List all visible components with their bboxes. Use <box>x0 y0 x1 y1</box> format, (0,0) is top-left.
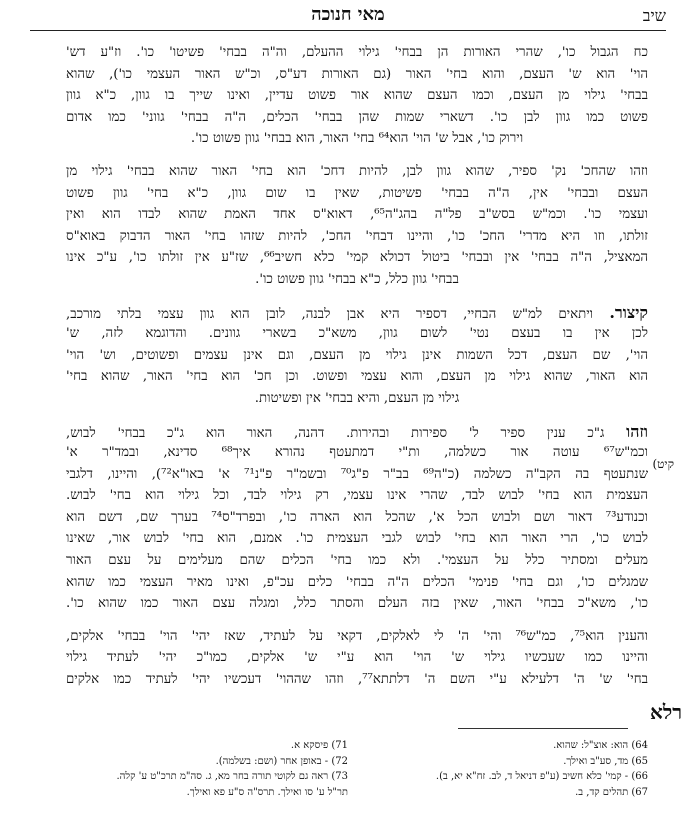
text-line: מעלים ומסתיר כלל על העצמי'. ולא כמו בחי' הכלים שהם מעלימים על עצם האור <box>66 553 648 569</box>
text-line: וכמ"ש⁶⁷ עוטה אור כשלמה, ות"י דמתעטף נהורא איך⁶⁸ סדינא, ובמד"ר א' <box>66 445 648 461</box>
paragraph-5 <box>66 626 648 691</box>
text-line: גילוי מן העצם, והיא בבחי' אין ופשיטות. <box>254 390 460 406</box>
margin-note: קיט) <box>652 457 674 471</box>
text-line: כח הגבול כו', שהרי האורות הן בבחי' גילוי ההעלם, וה"ה בבחי' פשיטו' כו'. וז"ע דש' <box>66 45 648 60</box>
text-line: בחי' ש' ה' דלעילא ע"י השם ה' דלתתא⁷⁷, וזהו שההוי' דעכשיו יהי' לעתיד כמו אלקים <box>66 672 648 688</box>
text-line: העצם ובבחי' אין, ה"ה בבחי' פשיטות, שאין בו שום גוון, כ"א בחי' גוון פשוט <box>66 185 648 201</box>
text-line: והיינו כמו שעכשיו גילוי ש' הוי' הוא ע"י ש' אלקים, כמו"כ יהי' לעתיד גילוי <box>66 650 648 666</box>
footnotes-right-column <box>360 738 648 800</box>
text-line: כו', משא"כ בבחי' האור, שאין בזה העלם והסתר כלל, ומגלה עצם האור כמו שהוא כו'. <box>66 596 648 612</box>
text-line: שנתעטף בה הקב"ה כשלמה (כ"ה⁶⁹ בב"ר פ"ג⁷⁰ ובשמ"ר פ"נ⁷¹ א' באו"א⁷²), והיינו, דלגבי <box>66 466 648 482</box>
lead-word: וזהו <box>626 421 648 441</box>
text-line: המאציל, ה"ה בבחי' אין ובבחי' ביטול דכולא קמי' כלא חשיב⁶⁶, שז"ע אין זולתו כו', ע"כ אינו <box>66 250 648 266</box>
footnote: 72) - באופן אחר (ושם: בשלמה). <box>215 755 348 767</box>
footnote: 65) מד, סע"ב ואילך. <box>563 755 648 767</box>
text-run: ויתאים למ"ש הבחיי, דספיר היא אבן לבנה, לובן הוא גוון עצמי בלתי מורכב, <box>66 306 610 322</box>
footnote: 67) תהלים קד, ב. <box>575 786 648 798</box>
footnote: 73) ראה גם לקוטי תורה בחר מא, ג. סה"מ תרכ"ט ע' קלה. <box>116 771 348 782</box>
text-line <box>66 302 648 324</box>
text-line: זולתו, וזו היא מדרי' החכ' כו', והיינו דבחי' החכ', להיות שזהו בחי' האור הדבוק באוא"ס <box>66 228 648 244</box>
page-title: מאי חנוכה <box>311 4 385 25</box>
text-line: וירוק כו', אבל ש' הוי' הוא⁶⁴ בחי' האור, הוא בבחי' גוון פשוט כו'. <box>190 131 524 147</box>
text-line: הוי' הוא ש' העצם, והוא בחי' האור (גם האורות דע"ס, וכ"ש האור העצמי כו'), שהוא <box>66 66 648 82</box>
text-line: הוי', שם העצם, דכל השמות אינן גילוי מן העצם, וגם אינן עצמים ופשוטים, וש' הוי' <box>66 347 648 363</box>
text-line: בבחי' גוון כלל, כ"א בבחי' גוון פשוט כו'. <box>255 271 459 287</box>
text-line: ועצמי כו'. וכמ"ש בסש"ב פל"ה בהג"ה⁶⁵, דאוא"ס אחד האמת שהוא לבדו הוא ואין <box>66 207 648 223</box>
text-line: לכן אין בו בעצם נטי' לשום גוון, משא"כ בשארי גוונים. והדוגמא לזה, ש' <box>66 326 648 342</box>
text-line: שמגלים כו', וגם בחי' פנימי' הכלים ה"ה בבחי' כלים עכ"פ, ואינו מאיר העצמי כמו שהוא <box>66 574 648 590</box>
page-number: שיב <box>642 6 666 25</box>
footnote: 66) - קמי' כלא חשיב (ע"פ דניאל ד, לב. זח"א יא, ב). <box>435 771 648 782</box>
text-line: הוא האור, שהוא גילוי מן העצם, והוא עצמי ופשוט. וכן חכ' הוא בחי' האור, שהוא בחי' <box>66 369 648 385</box>
footnote: תר"ל ע' סו ואילך. תרס"ה ס"ע פא ואילך. <box>186 786 348 798</box>
paragraph-1 <box>66 42 648 150</box>
text-line: וכנודע⁷³ דאור ושם ולבוש הכל א', שהכל הוא הארה כו', ובפרד"ס⁷⁴ בערך שם, דשם הוא <box>66 509 648 525</box>
text-run: ג"כ ענין ספיר ל' ספירות ובהירות. דהנה, האור הוא ג"כ בבחי' לבוש, <box>66 425 627 441</box>
text-line: והענין הוא⁷⁵, כמ"ש⁷⁶ והי' ה' לי לאלקים, דקאי על לעתיד, שאז יהי' הוי' בבחי' אלקים, <box>66 628 648 644</box>
main-text <box>66 42 648 702</box>
margin-page-number: רלא <box>650 700 683 724</box>
footnote: 71) פיסקא א. <box>290 740 348 751</box>
text-line: וזהו שהחכ' נק' ספיר, שהוא גוון לבן, להיות דחכ' הוא בחי' האור שהוא בבחי' גילוי מן <box>66 163 648 179</box>
paragraph-2 <box>66 161 648 291</box>
paragraph-4 <box>66 421 648 615</box>
footnotes <box>60 738 648 818</box>
footnote: 64) הוא: אוצ"ל: שהוא. <box>553 740 648 751</box>
text-line <box>66 421 648 443</box>
text-line: לבוש כו', הרי האור הוא בחי' לבוש לגבי העצמית כו'. אמנם, הוא בחי' לבוש אור, שאינו <box>66 531 648 547</box>
header-rule <box>30 30 666 31</box>
page-header <box>30 4 666 28</box>
lead-word: קיצור. <box>609 302 648 322</box>
footnotes-left-column <box>60 738 348 800</box>
text-line: בבחי' גילוי מן העצם, וכמו העצם שהוא אור פשוט עדיין, ואינו שייך בו גוון, כ"א גוון <box>66 88 648 104</box>
text-line: פשוט כמו גוון לבן כו'. דשארי שמות שהן בבחי' הכלים, ה"ה בבחי' גווני' כמו אדום <box>66 109 648 125</box>
paragraph-3 <box>66 302 648 410</box>
text-line: העצמית הוא בחי' לבוש לבד, שהרי אינו עצמי, רק גילוי לבד, וכל גילוי הוא בחי' לבוש. <box>66 488 648 504</box>
footnote-rule <box>458 728 628 729</box>
